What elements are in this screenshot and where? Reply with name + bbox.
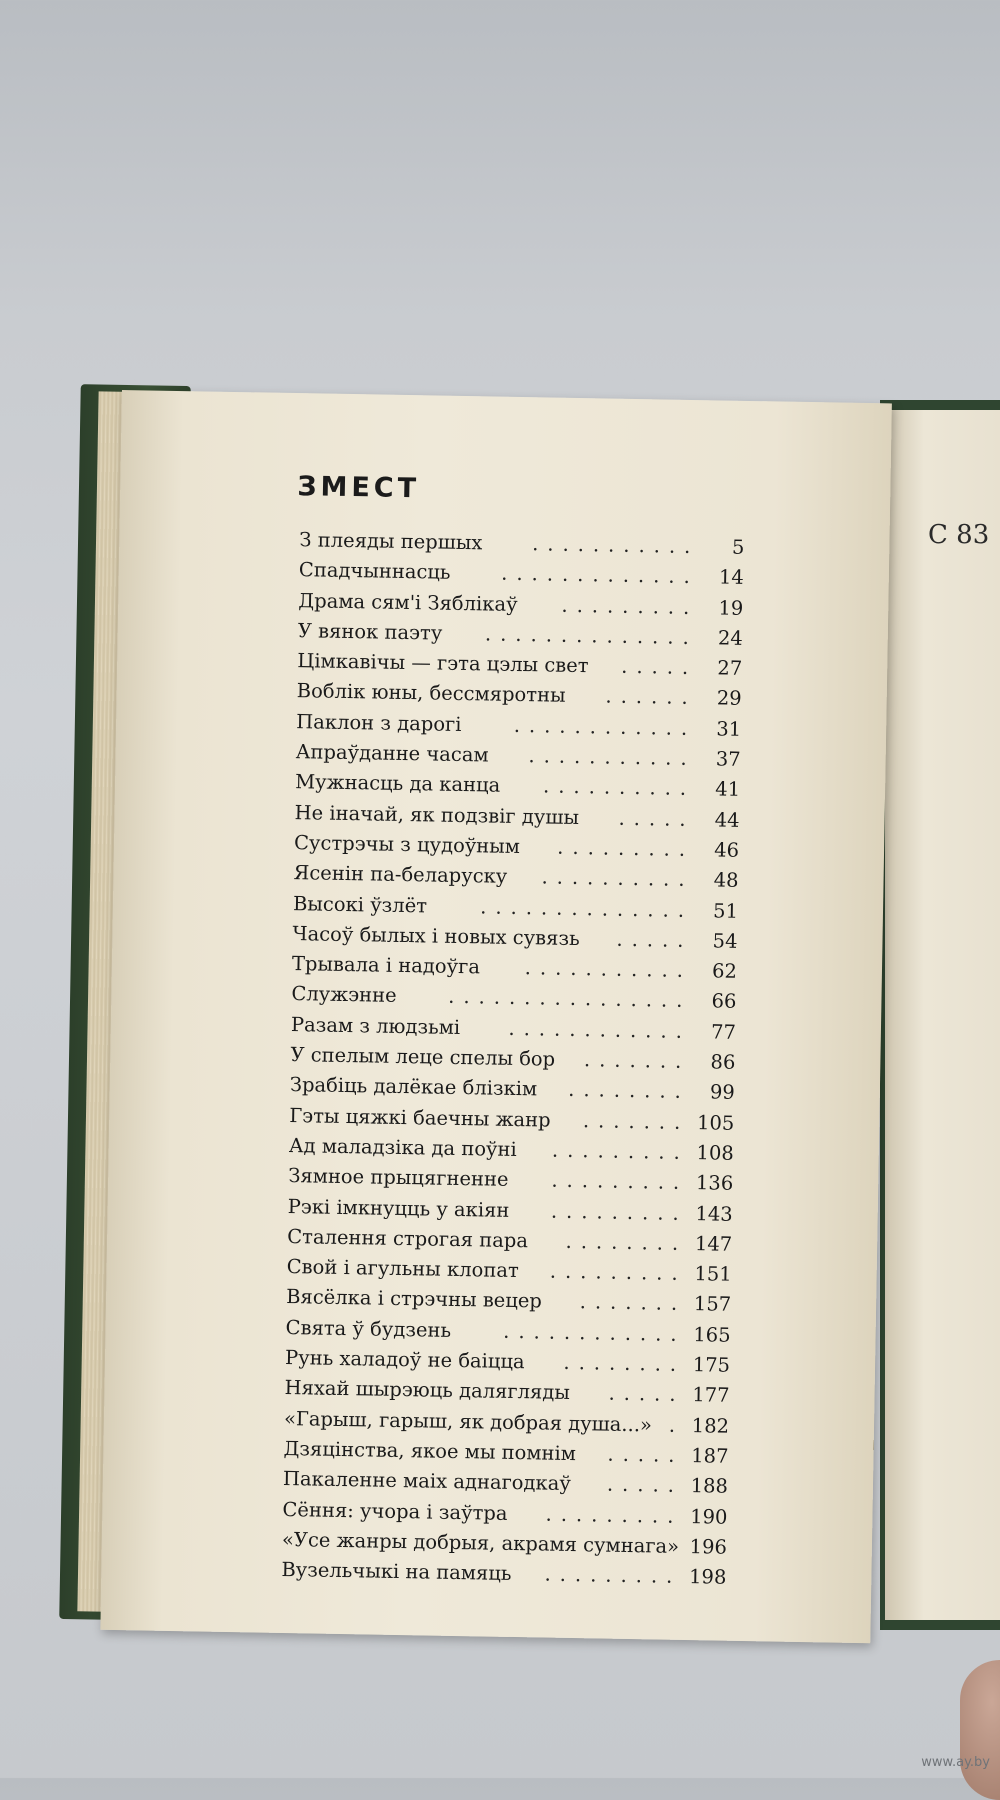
toc-entry-page: 62	[711, 959, 738, 983]
toc-entry-title: Часоў былых і новых сувязь	[292, 921, 580, 950]
toc-entry-page: 86	[710, 1050, 736, 1074]
toc-leader-dots: ........	[568, 1078, 691, 1104]
toc-entry-page: 177	[692, 1383, 730, 1408]
toc-entry-title: Сустрэчы з цудоўным	[293, 831, 521, 858]
toc-entry-page: 54	[712, 929, 738, 953]
toc-entry-title: Пакаленне маіх аднагодкаў	[282, 1467, 572, 1496]
toc-entry-page: 44	[714, 808, 740, 832]
toc-entry-title: Не іначай, як подзвіг душы	[294, 800, 580, 829]
toc-leader-dots: .........	[557, 835, 695, 862]
toc-leader-dots: .........	[545, 1502, 683, 1528]
toc-entry-title: Разам з людзьмі	[290, 1012, 461, 1039]
toc-entry-title: Цімкавічы — гэта цэлы свет	[297, 649, 589, 678]
toc-entry-page: 198	[688, 1565, 727, 1589]
toc-leader-dots: .....	[616, 927, 693, 952]
toc-entry-page: 37	[715, 747, 741, 771]
toc-entry-page: 46	[714, 838, 740, 862]
toc-entry-title: Рунь халадоў не баіцца	[284, 1346, 525, 1374]
toc-entry-title: Ясенін па-беларуску	[293, 861, 508, 889]
contents-heading: ЗМЕСТ	[297, 471, 421, 505]
toc-entry-title: Высокі ўзлёт	[292, 891, 428, 917]
toc-leader-dots: ......	[605, 684, 697, 710]
toc-entry-title: Свята ў будзень	[285, 1315, 452, 1342]
toc-entry-page: 41	[715, 777, 741, 802]
contents-page	[100, 390, 892, 1643]
toc-leader-dots: ...........	[528, 744, 696, 771]
toc-entry	[281, 1558, 726, 1596]
toc-leader-dots: .....	[607, 1442, 684, 1467]
toc-entry-title: Спадчыннасць	[298, 558, 451, 585]
toc-leader-dots: .	[668, 1413, 685, 1437]
toc-entry-page: 151	[694, 1262, 732, 1286]
thumb	[960, 1660, 1000, 1800]
toc-entry-page: 5	[731, 535, 745, 559]
toc-entry-page: 27	[717, 656, 743, 681]
toc-leader-dots: .........	[561, 593, 699, 619]
toc-leader-dots: .......	[582, 1108, 690, 1134]
toc-entry-page: 29	[716, 686, 742, 711]
toc-entry-title: Дзяцінства, якое мы помнім	[283, 1436, 577, 1465]
toc-entry-page: 99	[709, 1080, 736, 1105]
toc-entry-page: 105	[696, 1110, 735, 1135]
toc-entry-title: У вянок паэту	[297, 618, 443, 645]
toc-entry-page: 175	[692, 1353, 731, 1377]
toc-entry-page: 14	[718, 565, 745, 590]
toc-entry-page: 190	[689, 1504, 728, 1529]
toc-leader-dots: .....	[606, 1472, 684, 1498]
toc-entry-page: 157	[693, 1292, 732, 1317]
toc-entry-title: Няхай шырэюць далягляды	[284, 1376, 571, 1405]
toc-leader-dots: ...........	[531, 532, 700, 559]
toc-leader-dots: .........	[549, 1259, 687, 1286]
toc-entry-title: Мужнасць да канца	[294, 770, 501, 798]
table-of-contents	[281, 528, 744, 1596]
toc-entry-page: 165	[693, 1322, 731, 1347]
toc-leader-dots: .........	[551, 1168, 689, 1195]
toc-entry-title: З плеяды першых	[299, 528, 483, 555]
toc-leader-dots: ...........	[524, 956, 693, 983]
toc-entry-title: «Усе жанры добрыя, акрамя сумнага»	[281, 1527, 680, 1558]
toc-entry-title: Сталення строгая пара	[287, 1224, 529, 1253]
toc-entry-page: 196	[689, 1534, 728, 1559]
toc-entry-page: 31	[716, 717, 742, 741]
toc-entry-title: Свой і агульны клопат	[286, 1255, 519, 1283]
toc-entry-title: Воблік юны, бессмяротны	[296, 679, 566, 708]
toc-entry-title: Зямное прыцягненне	[288, 1164, 509, 1192]
toc-entry-page: 77	[710, 1020, 737, 1044]
toc-entry-title: Рэкі імкнуцць у акіян	[287, 1194, 510, 1222]
toc-leader-dots: ............	[503, 1319, 686, 1346]
toc-leader-dots: .......	[583, 1048, 691, 1074]
toc-entry-page: 147	[694, 1231, 733, 1256]
toc-entry-title: Служэнне	[291, 982, 397, 1008]
toc-entry-title: Вузельчыкі на памяць	[281, 1558, 512, 1586]
toc-entry-page: 19	[718, 596, 744, 620]
toc-entry-page: 51	[712, 898, 739, 923]
right-page-text: С 83	[928, 520, 990, 550]
toc-entry-page: 136	[695, 1171, 734, 1196]
toc-entry-title: Трывала і надоўга	[291, 952, 481, 979]
toc-leader-dots: ................	[448, 985, 692, 1013]
toc-entry-title: Драма сям'і Зяблікаў	[298, 588, 518, 616]
toc-leader-dots: ........	[563, 1350, 686, 1376]
toc-leader-dots: .....	[621, 654, 698, 680]
toc-entry-title: Ад маладзіка да поўні	[288, 1133, 517, 1161]
toc-leader-dots: ............	[508, 1016, 692, 1043]
right-page	[885, 410, 1000, 1620]
toc-entry-page: 182	[691, 1413, 730, 1438]
toc-leader-dots: ..............	[480, 894, 694, 922]
toc-entry-title: Паклон з дарогі	[296, 709, 462, 736]
toc-leader-dots: .............	[501, 561, 700, 589]
toc-entry-page: 24	[717, 626, 743, 650]
toc-entry-title: Зрабіць далёкае блізкім	[289, 1073, 538, 1101]
toc-leader-dots: ..............	[484, 622, 698, 649]
toc-entry-page: 108	[696, 1141, 734, 1165]
toc-leader-dots: ........	[565, 1229, 688, 1255]
toc-entry-page: 188	[690, 1474, 729, 1498]
toc-entry-title: Апраўданне часам	[295, 740, 489, 767]
toc-entry-page: 48	[713, 868, 739, 893]
toc-leader-dots: .......	[579, 1290, 687, 1316]
toc-entry-page: 143	[695, 1201, 733, 1226]
toc-entry-title: У спелым лецe спелы бор	[290, 1043, 556, 1071]
toc-entry-title: Гэты цяжкі баечны жанр	[289, 1103, 551, 1132]
toc-entry-title: «Гарыш, гарыш, як добрая душа...»	[283, 1406, 653, 1437]
toc-leader-dots: ..........	[541, 865, 694, 892]
toc-entry-page: 187	[691, 1444, 729, 1468]
toc-leader-dots: ............	[513, 713, 697, 740]
toc-leader-dots: .....	[608, 1381, 685, 1407]
toc-entry-title: Вясёлка і стрэчны вецер	[285, 1285, 543, 1313]
toc-entry-page: 66	[711, 989, 737, 1014]
toc-leader-dots: .........	[550, 1199, 688, 1225]
toc-leader-dots: .........	[544, 1562, 682, 1589]
toc-leader-dots: .........	[551, 1138, 689, 1164]
watermark: www.ay.by	[921, 1755, 990, 1770]
toc-leader-dots: .....	[618, 806, 695, 831]
toc-leader-dots: ..........	[542, 774, 696, 801]
toc-entry-title: Сёння: учора і заўтра	[282, 1497, 508, 1525]
